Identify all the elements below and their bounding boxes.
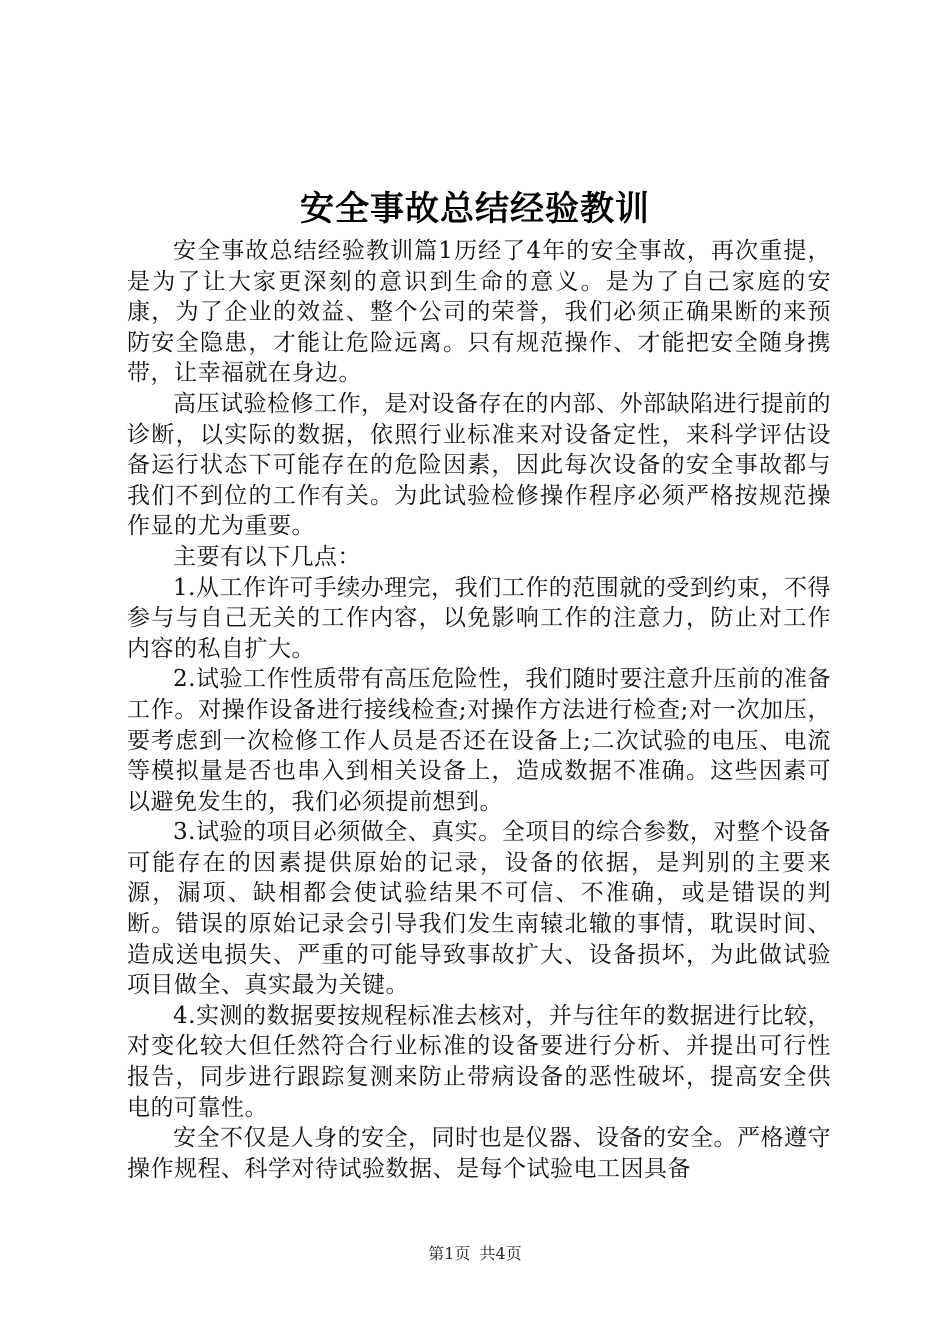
paragraph: 4.实测的数据要按规程标准去核对，并与往年的数据进行比较，对变化较大但任然符合行业标准的设备要进行分析、并提出可行性报告，同步进行跟踪复测来防止带病设备的恶性破坏，提高安全供电的可靠性。 xyxy=(127,1002,831,1121)
paragraph: 安全事故总结经验教训篇1历经了4年的安全事故，再次重提，是为了让大家更深刻的意识到生命的意义。是为了自己家庭的安康，为了企业的效益、整个公司的荣誉，我们必须正确果断的来预防安全隐患，才能让危险远离。只有规范操作、才能把安全随身携带，让幸福就在身边。 xyxy=(127,238,831,387)
page-number-total: 共4页 xyxy=(479,1244,522,1263)
paragraph: 1.从工作许可手续办理完，我们工作的范围就的受到约束，不得参与与自己无关的工作内容，以免影响工作的注意力，防止对工作内容的私自扩大。 xyxy=(127,574,831,662)
document-title: 安全事故总结经验教训 xyxy=(300,189,650,229)
paragraph: 安全不仅是人身的安全，同时也是仪器、设备的安全。严格遵守操作规程、科学对待试验数据、是每个试验电工因具备 xyxy=(127,1125,831,1182)
paragraph: 2.试验工作性质带有高压危险性，我们随时要注意升压前的准备工作。对操作设备进行接线检查;对操作方法进行检查;对一次加压，要考虑到一次检修工作人员是否还在设备上;二次试验的电压、电流等模拟量是否也串入到相关设备上，造成数据不准确。这些因素可以避免发生的，我们必须提前想到。 xyxy=(127,666,831,815)
page-footer xyxy=(0,1242,950,1266)
document-body xyxy=(127,236,831,1184)
paragraph: 3.试验的项目必须做全、真实。全项目的综合参数，对整个设备可能存在的因素提供原始的记录，设备的依据，是判别的主要来源，漏项、缺相都会使试验结果不可信、不准确，或是错误的判断。错误的原始记录会引导我们发生南辕北辙的事情，耽误时间、造成送电损失、严重的可能导致事故扩大、设备损坏，为此做试验项目做全、真实最为关键。 xyxy=(127,819,831,999)
paragraph: 高压试验检修工作，是对设备存在的内部、外部缺陷进行提前的诊断，以实际的数据，依照行业标准来对设备定性，来科学评估设备运行状态下可能存在的危险因素，因此每次设备的安全事故都与我们不到位的工作有关。为此试验检修操作程序必须严格按规范操作显的尤为重要。 xyxy=(127,390,831,540)
paragraph: 主要有以下几点： xyxy=(173,543,361,570)
page-number-current: 第1页 xyxy=(428,1244,471,1263)
